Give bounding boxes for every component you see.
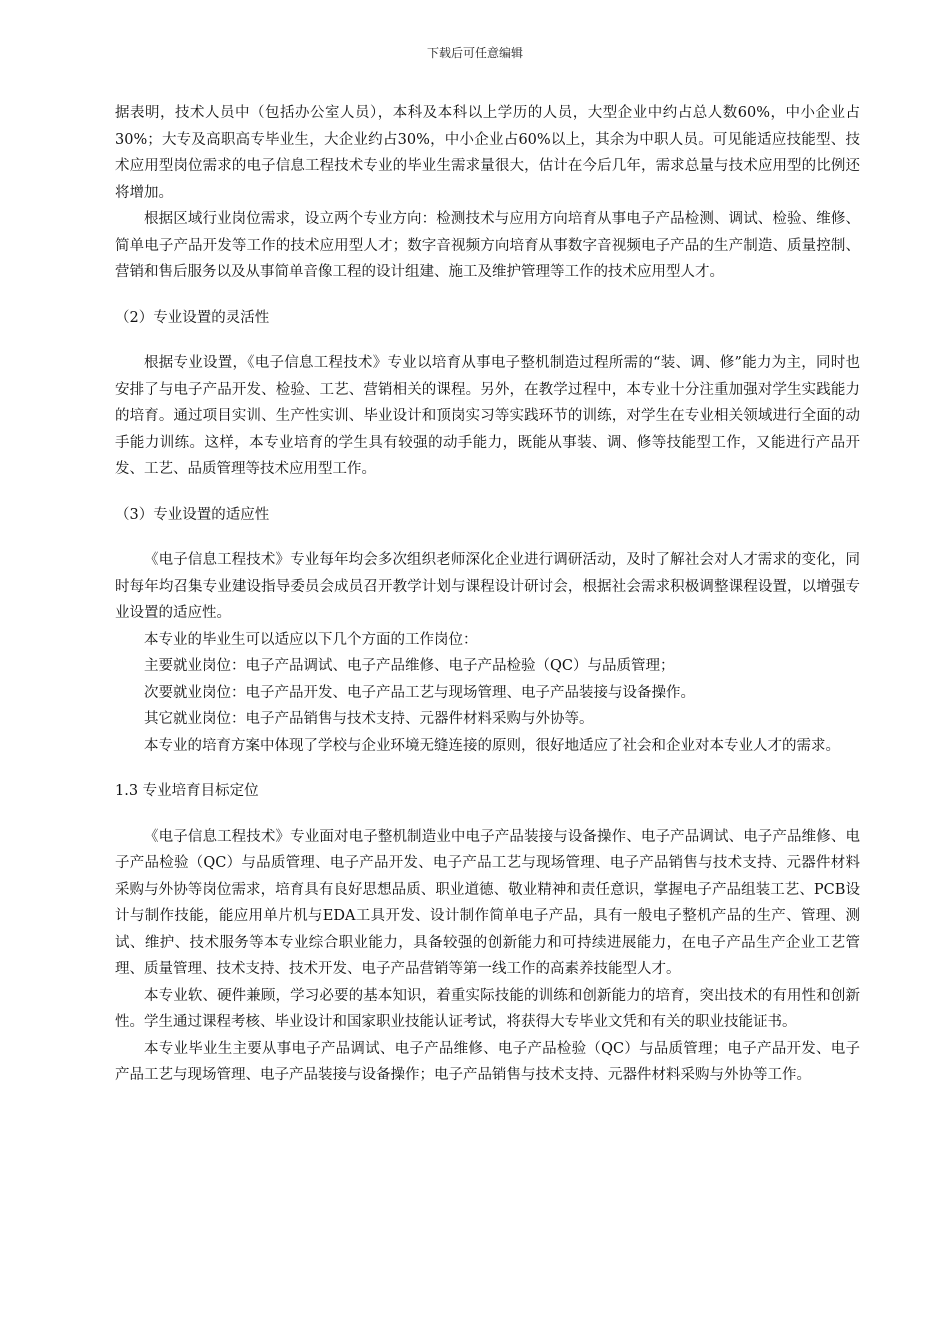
- paragraph-training-plan: 本专业的培育方案中体现了学校与企业环境无缝连接的原则，很好地适应了社会和企业对本专业人才的需求。: [144, 737, 840, 754]
- spacer: [115, 331, 860, 350]
- document-body: [115, 100, 860, 1089]
- spacer: [115, 483, 860, 502]
- paragraph-specialization-directions: 根据区域行业岗位需求，设立两个专业方向：检测技术与应用方向培育从事电子产品检测、调试、检验、维修、简单电子产品开发等工作的技术应用型人才；数字音视频方向培育从事数字音视频电子产品的生产制造、质量控制、营销和售后服务以及从事简单音像工程的设计组建、施工及维护管理等工作的技术应用型人才。: [115, 211, 860, 280]
- paragraph-adaptability: 《电子信息工程技术》专业每年均会多次组织老师深化企业进行调研活动，及时了解社会对人才需求的变化，同时每年均召集专业建设指导委员会成员召开教学计划与课程设计研讨会，根据社会需求积极调整课程设置，以增强专业设置的适应性。: [115, 552, 860, 621]
- spacer: [115, 528, 860, 547]
- section-heading-adaptability: （3）专业设置的适应性: [115, 506, 270, 523]
- section-heading-flexibility: （2）专业设置的灵活性: [115, 309, 270, 326]
- paragraph-employment-statistics: 据表明，技术人员中（包括办公室人员），本科及本科以上学历的人员，大型企业中约占总人数60%，中小企业占30%；大专及高职高专毕业生，大企业约占30%，中小企业占60%以上，其余为中职人员。可见能适应技能型、技术应用型岗位需求的电子信息工程技术专业的毕业生需求量很大，估计在今后几年，需求总量与技术应用型的比例还将增加。: [115, 105, 860, 201]
- paragraph-main-positions: 主要就业岗位：电子产品调试、电子产品维修、电子产品检验（QC）与品质管理；: [144, 658, 675, 674]
- paragraph-graduate-work: 本专业毕业生主要从事电子产品调试、电子产品维修、电子产品检验（QC）与品质管理；电子产品开发、电子产品工艺与现场管理、电子产品装接与设备操作；电子产品销售与技术支持、元器件材料采购与外协等工作。: [115, 1040, 860, 1083]
- section-heading-training-goals: 1.3 专业培育目标定位: [115, 783, 259, 799]
- spacer: [115, 805, 860, 824]
- paragraph-flexibility: 根据专业设置，《电子信息工程技术》专业以培育从事电子整机制造过程所需的“装、调、修”能力为主，同时也安排了与电子产品开发、检验、工艺、营销相关的课程。另外，在教学过程中，本专业十分注重加强对学生实践能力的培育。通过项目实训、生产性实训、毕业设计和顶岗实习等实践环节的训练，对学生在专业相关领域进行全面的动手能力训练。这样，本专业培育的学生具有较强的动手能力，既能从事装、调、修等技能型工作，又能进行产品开发、工艺、品质管理等技术应用型工作。: [115, 355, 860, 477]
- paragraph-job-positions-intro: 本专业的毕业生可以适应以下几个方面的工作岗位：: [144, 631, 478, 648]
- paragraph-other-positions: 其它就业岗位：电子产品销售与技术支持、元器件材料采购与外协等。: [144, 711, 594, 727]
- spacer: [115, 286, 860, 305]
- paragraph-software-hardware: 本专业软、硬件兼顾，学习必要的基本知识，着重实际技能的训练和创新能力的培育，突出技术的有用性和创新性。学生通过课程考核、毕业设计和国家职业技能认证考试，将获得大专毕业文凭和有关的职业技能证书。: [115, 987, 860, 1030]
- page-header-note: 下载后可任意编辑: [426, 46, 523, 60]
- paragraph-secondary-positions: 次要就业岗位：电子产品开发、电子产品工艺与现场管理、电子产品装接与设备操作。: [144, 684, 695, 701]
- paragraph-training-goals: 《电子信息工程技术》专业面对电子整机制造业中电子产品装接与设备操作、电子产品调试、电子产品维修、电子产品检验（QC）与品质管理、电子产品开发、电子产品工艺与现场管理、电子产品销售与技术支持、元器件材料采购与外协等岗位需求，培育具有良好思想品质、职业道德、敬业精神和责任意识，掌握电子产品组装工艺、PCB设计与制作技能，能应用单片机与EDA工具开发、设计制作简单电子产品，具有一般电子整机产品的生产、管理、测试、维护、技术服务等本专业综合职业能力，具备较强的创新能力和可持续进展能力，在电子产品生产企业工艺管理、质量管理、技术支持、技术开发、电子产品营销等第一线工作的高素养技能型人才。: [115, 828, 860, 977]
- spacer: [115, 759, 860, 778]
